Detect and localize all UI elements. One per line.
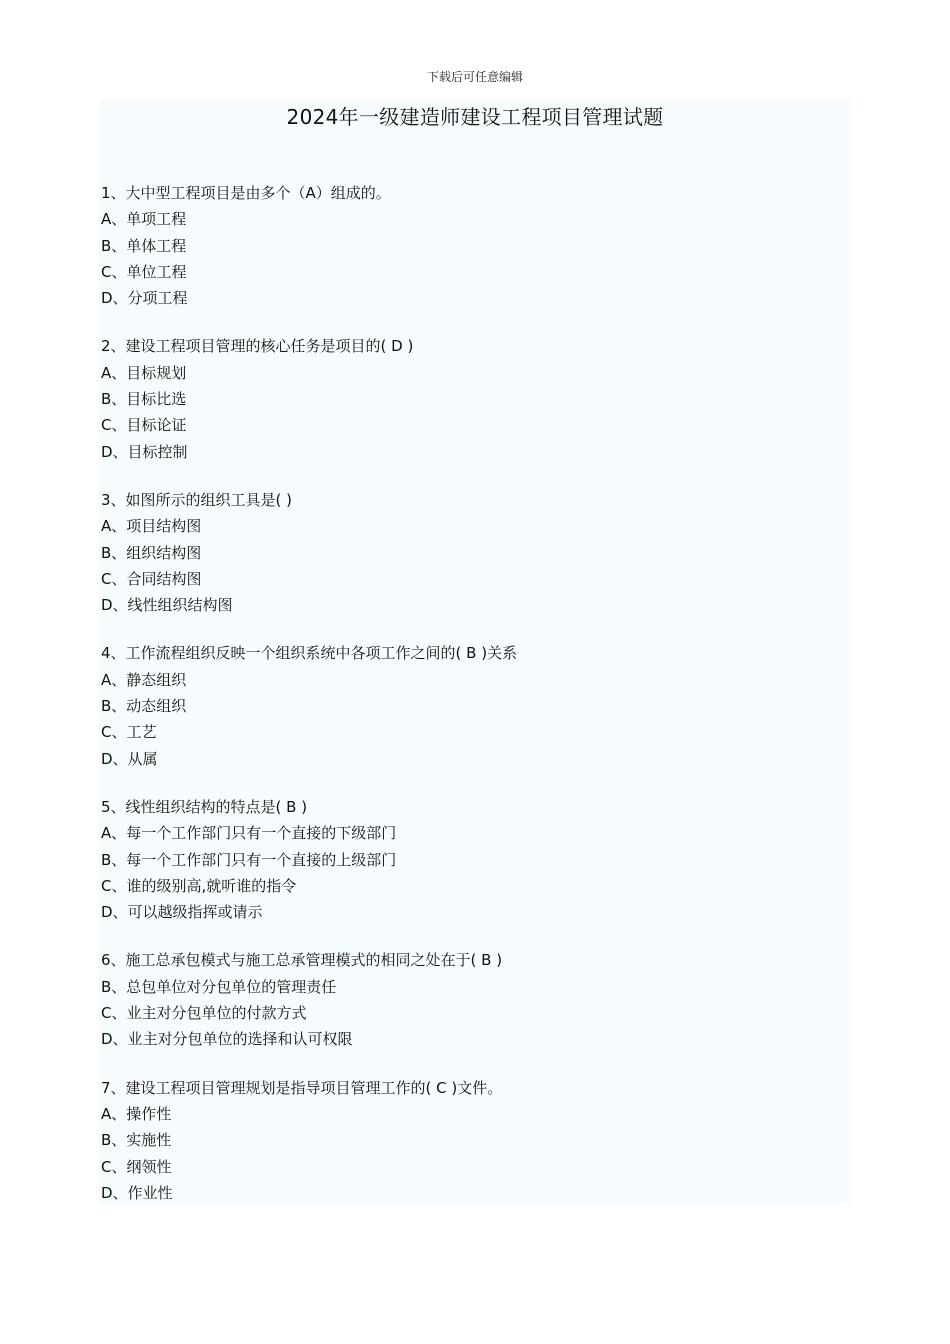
option-d: D、线性组织结构图	[101, 596, 233, 615]
option-c: C、纲领性	[101, 1157, 172, 1176]
option-d: D、可以越级指挥或请示	[101, 903, 263, 922]
question-text: 4、工作流程组织反映一个组织系统中各项工作之间的( B )关系	[101, 644, 518, 663]
option-c: C、单位工程	[101, 262, 187, 281]
question-3	[101, 487, 841, 618]
question-4	[101, 640, 841, 771]
option-a: A、目标规划	[101, 363, 187, 382]
option-c: C、工艺	[101, 723, 157, 742]
question-text: 7、建设工程项目管理规划是指导项目管理工作的( C )文件。	[101, 1078, 503, 1097]
option-c: C、合同结构图	[101, 569, 202, 588]
question-2	[101, 333, 841, 464]
question-text: 3、如图所示的组织工具是( )	[101, 490, 293, 509]
option-d: D、从属	[101, 749, 158, 768]
option-d: D、业主对分包单位的选择和认可权限	[101, 1030, 353, 1049]
question-1	[101, 180, 841, 311]
option-b: B、目标比选	[101, 390, 187, 409]
option-d: D、作业性	[101, 1183, 173, 1202]
option-a: A、操作性	[101, 1104, 172, 1123]
option-b: B、组织结构图	[101, 543, 202, 562]
question-7	[101, 1075, 841, 1206]
question-text: 5、线性组织结构的特点是( B )	[101, 797, 308, 816]
option-a: A、项目结构图	[101, 517, 202, 536]
option-c: C、谁的级别高,就听谁的指令	[101, 876, 297, 895]
option-b: B、实施性	[101, 1131, 172, 1150]
option-c: C、业主对分包单位的付款方式	[101, 1004, 307, 1023]
option-b: B、每一个工作部门只有一个直接的上级部门	[101, 850, 397, 869]
question-text: 1、大中型工程项目是由多个（A）组成的。	[101, 184, 391, 202]
option-c: C、目标论证	[101, 416, 187, 435]
document-title: 2024年一级建造师建设工程项目管理试题	[286, 105, 664, 129]
option-b: B、动态组织	[101, 697, 187, 716]
option-b: B、单体工程	[101, 236, 187, 255]
option-b: B、总包单位对分包单位的管理责任	[101, 977, 337, 996]
option-d: D、目标控制	[101, 442, 188, 461]
question-text: 6、施工总承包模式与施工总承管理模式的相同之处在于( B )	[101, 951, 503, 970]
option-a: A、静态组织	[101, 670, 187, 689]
option-a: A、单项工程	[101, 210, 187, 229]
option-a: A、每一个工作部门只有一个直接的下级部门	[101, 824, 397, 843]
question-5	[101, 794, 841, 925]
page-header-note: 下载后可任意编辑	[426, 70, 523, 84]
question-text: 2、建设工程项目管理的核心任务是项目的( D )	[101, 337, 414, 356]
question-list	[101, 180, 841, 1228]
option-d: D、分项工程	[101, 289, 188, 308]
question-6	[101, 947, 841, 1052]
